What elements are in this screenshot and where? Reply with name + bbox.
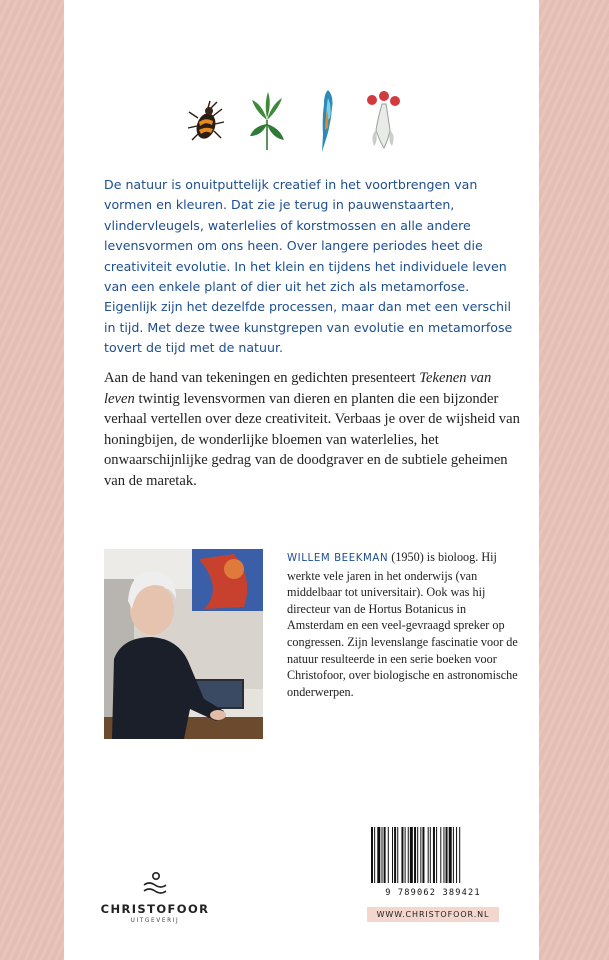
barcode-bar	[449, 827, 452, 883]
barcode-bar	[377, 827, 380, 883]
publisher-subtitle: UITGEVERIJ	[130, 918, 180, 924]
barcode-bar	[414, 827, 416, 883]
kingfisher-icon	[316, 88, 338, 154]
christofoor-mark-icon	[140, 870, 170, 900]
book-title: Tekenen van leven	[104, 370, 492, 407]
intro-paragraph: De natuur is onuitputtelijk creatief in het voortbrengen van vormen en kleuren. Dat zie je terug in pauwenstaarten, vlindervleugels, waterlelies of korstmossen en alle andere levensvormen om ons heen. Over langere periodes heet die creativiteit evolutie. In het klein en tijdens het individuele leven van een enkele plant of dier uit het zich als metamorfose. Eigenlijk zijn het dezelfde processen, maar dan met een verschil in tijd. Met deze twee kunstgrepen van evolutie en metamorfose tovert de tijd met de natuur.	[104, 177, 513, 356]
publisher-url[interactable]: WWW.CHRISTOFOOR.NL	[367, 907, 499, 922]
barcode-bar	[422, 827, 424, 883]
barcode-bar	[430, 827, 431, 883]
barcode-bar	[371, 827, 373, 883]
publisher-name: CHRISTOFOOR	[100, 902, 210, 916]
book-description	[104, 368, 524, 492]
barcode-bar	[459, 827, 460, 883]
barcode-bar	[382, 827, 383, 883]
barcode-bar	[374, 827, 375, 883]
author-name: WILLEM BEEKMAN	[287, 553, 389, 564]
leaf-sprig-icon	[248, 90, 286, 152]
barcode-bar	[440, 827, 441, 883]
barcode-bar	[410, 827, 413, 883]
description-body: twintig levensvormen van dieren en planten die een bijzonder verhaal vertellen over deze creativiteit. Verbaas je over de wijsheid van honingbijen, de wonderlijke bloemen van waterlelies, het onwaarschijnlijke gedrag van de doodgraver en de subtiele geheimen van de maretak.	[104, 390, 520, 489]
author-bio-text: (1950) is bioloog. Hij werkte vele jaren in het onderwijs (van middelbaar tot universitair). Ook was hij directeur van de Hortus Botanicus in Amsterdam en een veel-gevraagd spreker op congressen. Zijn levenslange fascinatie voor de natuur resulteerde in een serie boeken voor Christofoor, over biologische en astronomische onderwerpen.	[287, 550, 518, 699]
barcode-bar	[384, 827, 386, 883]
barcode-bar	[443, 827, 444, 883]
author-bio	[287, 549, 519, 700]
barcode-bar	[436, 827, 437, 883]
barcode	[367, 825, 499, 897]
barcode-bar	[408, 827, 409, 883]
barcode-bar	[401, 827, 403, 883]
publisher-logo	[100, 870, 210, 930]
barcode-bar	[446, 827, 448, 883]
barcode-bar	[433, 827, 435, 883]
description-lead: Aan de hand van tekeningen en gedichten presenteert	[104, 370, 420, 386]
barcode-bar	[453, 827, 454, 883]
barcode-bar	[420, 827, 421, 883]
illustration-row	[186, 88, 406, 156]
mistletoe-flower-icon	[364, 90, 404, 152]
barcode-bar	[397, 827, 398, 883]
barcode-bar	[428, 827, 429, 883]
author-photo	[104, 549, 263, 739]
barcode-bar	[392, 827, 393, 883]
isbn-number: 9 789062 389421	[385, 888, 481, 898]
barcode-bar	[388, 827, 389, 883]
beetle-icon	[186, 100, 226, 144]
barcode-bars	[367, 825, 499, 885]
barcode-bar	[456, 827, 457, 883]
barcode-bar	[394, 827, 396, 883]
barcode-bar	[405, 827, 406, 883]
barcode-bar	[417, 827, 418, 883]
